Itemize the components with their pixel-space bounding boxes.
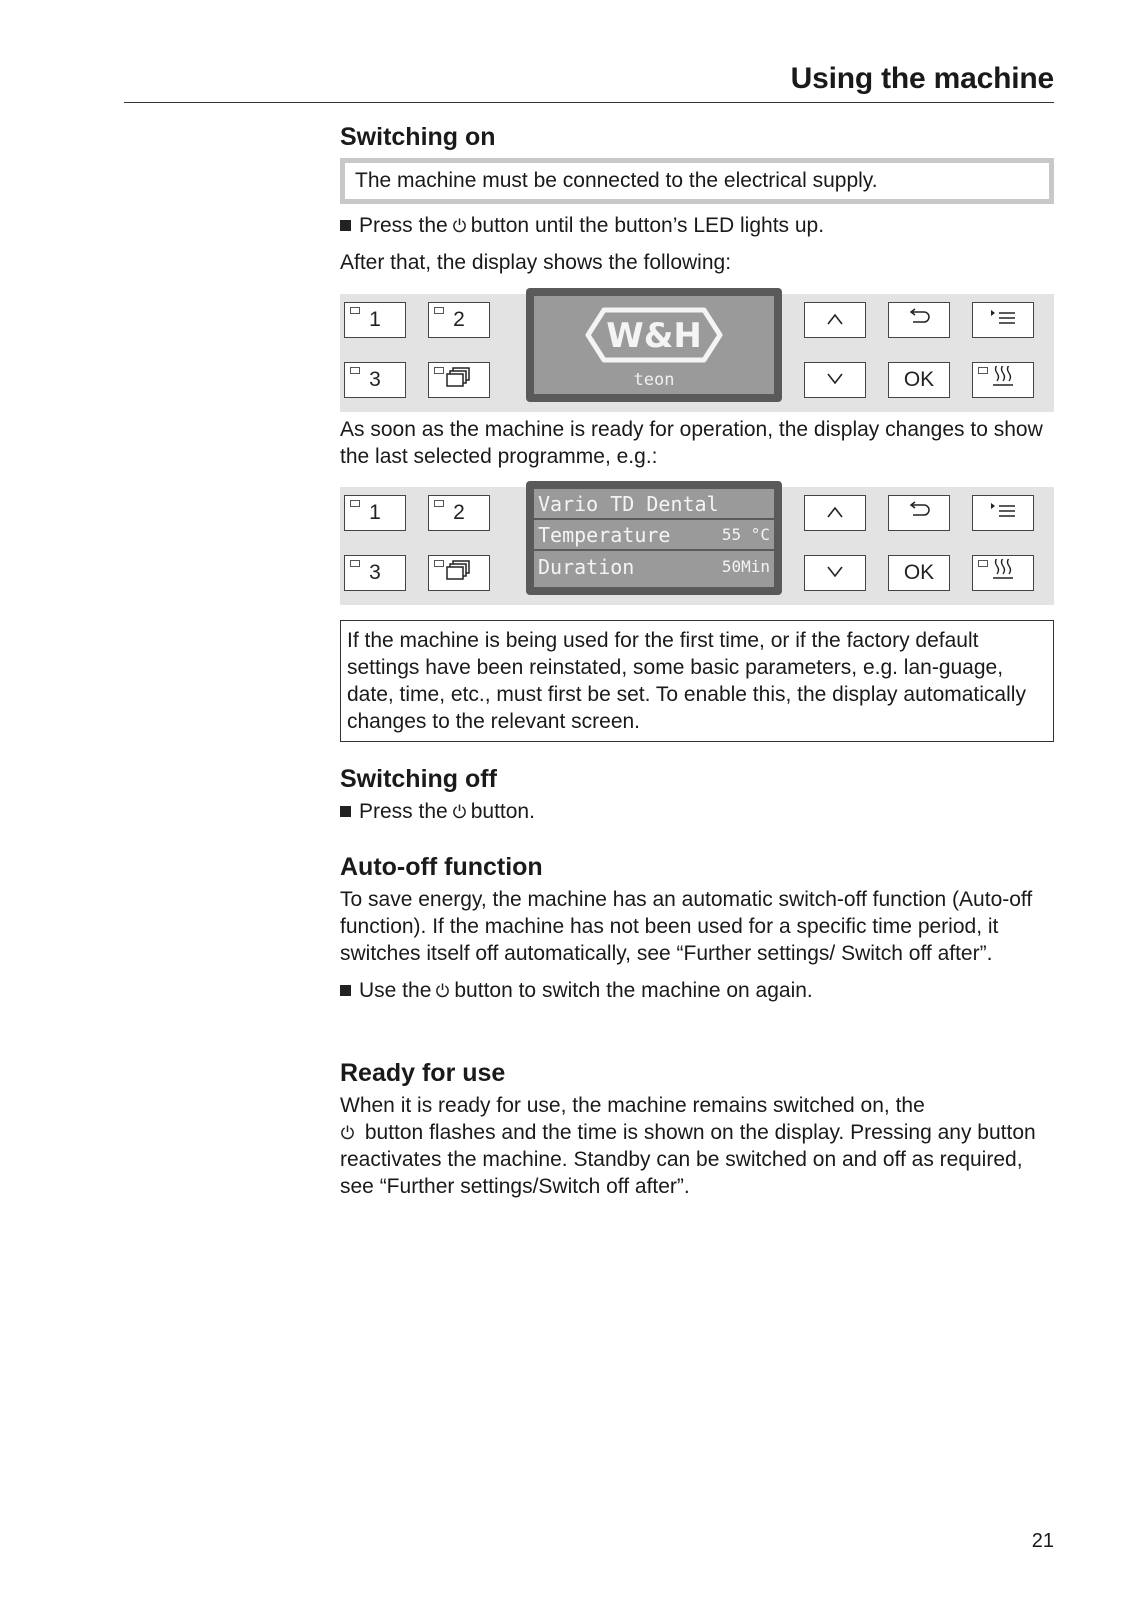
key-drying[interactable] — [972, 555, 1034, 591]
led-indicator — [434, 367, 444, 374]
led-indicator — [434, 307, 444, 314]
wh-logo — [584, 302, 724, 368]
logo-subtitle: teon — [633, 370, 675, 390]
temperature-row: Temperature 55 °C — [534, 520, 774, 551]
power-icon — [340, 1125, 355, 1140]
supply-notice: The machine must be connected to the electrical supply. — [340, 158, 1054, 204]
bullet-square — [340, 985, 351, 996]
up-caret-icon — [825, 501, 845, 525]
heading-switching-off: Switching off — [340, 765, 497, 793]
key-menu[interactable] — [972, 495, 1034, 531]
led-indicator — [350, 307, 360, 314]
key-down[interactable] — [804, 362, 866, 398]
drying-heat-icon — [991, 559, 1015, 587]
section-switching-off — [340, 764, 1054, 825]
key-back[interactable] — [888, 302, 950, 338]
key-3[interactable]: 3 — [344, 362, 406, 398]
key-back[interactable] — [888, 495, 950, 531]
programme-name: Vario TD Dental — [534, 489, 774, 520]
section-ready-for-use — [340, 1058, 1054, 1200]
control-panel-programme — [340, 487, 1054, 605]
up-caret-icon — [825, 308, 845, 332]
power-icon — [452, 218, 467, 233]
ready-for-operation-text: As soon as the machine is ready for operation, the display changes to show the last selected programme, e.g.: — [340, 418, 1043, 468]
key-copy[interactable] — [428, 555, 490, 591]
down-caret-icon — [825, 561, 845, 585]
key-ok[interactable]: OK — [888, 555, 950, 591]
key-menu[interactable] — [972, 302, 1034, 338]
down-caret-icon — [825, 368, 845, 392]
drying-heat-icon — [991, 366, 1015, 394]
step-switch-on: Press the button until the button’s LED lights up. — [340, 212, 1054, 239]
heading-auto-off: Auto-off function — [340, 853, 543, 881]
section-switching-on — [340, 122, 1054, 276]
led-indicator — [434, 560, 444, 567]
display-screen — [526, 481, 782, 595]
copy-windows-icon — [445, 366, 473, 394]
after-text: After that, the display shows the following: — [340, 251, 732, 274]
led-indicator — [978, 560, 988, 567]
duration-row: Duration 50Min — [538, 554, 770, 579]
page-title: Using the machine — [790, 62, 1054, 95]
led-indicator — [350, 500, 360, 507]
key-up[interactable] — [804, 495, 866, 531]
svg-text:W&H: W&H — [606, 316, 702, 356]
auto-off-text: To save energy, the machine has an automatic switch-off function (Auto-off function). If the machine has not been used for a specific time period, it switches itself off automatically, see “Further settings/ Switch off after”. — [340, 888, 1033, 965]
led-indicator — [350, 367, 360, 374]
page-number: 21 — [1031, 1530, 1054, 1552]
key-3[interactable]: 3 — [344, 555, 406, 591]
key-1[interactable]: 1 — [344, 302, 406, 338]
back-arrow-icon — [907, 308, 931, 332]
key-1[interactable]: 1 — [344, 495, 406, 531]
key-2[interactable]: 2 — [428, 302, 490, 338]
power-icon — [435, 983, 450, 998]
led-indicator — [434, 500, 444, 507]
step-switch-off: Press the button. — [340, 798, 1054, 825]
key-copy[interactable] — [428, 362, 490, 398]
control-panel-startup — [340, 294, 1054, 412]
heading-ready-for-use: Ready for use — [340, 1059, 506, 1087]
key-up[interactable] — [804, 302, 866, 338]
key-down[interactable] — [804, 555, 866, 591]
back-arrow-icon — [907, 501, 931, 525]
led-indicator — [978, 367, 988, 374]
page-header — [124, 58, 1054, 103]
bullet-square — [340, 220, 351, 231]
ready-for-use-text: When it is ready for use, the machine remains switched on, the button flashes and the time is shown on the display. Pressing any button reactivates the machine. Standby can be switched on and off as required, see “Further settings/Switch off after”. — [340, 1094, 1036, 1198]
menu-list-icon — [989, 308, 1017, 332]
led-indicator — [350, 560, 360, 567]
heading-switching-on: Switching on — [340, 123, 496, 151]
key-drying[interactable] — [972, 362, 1034, 398]
menu-list-icon — [989, 501, 1017, 525]
step-switch-on-again: Use the button to switch the machine on again. — [340, 977, 1054, 1004]
first-time-note: If the machine is being used for the first time, or if the factory default settings have been reinstated, some basic parameters, e.g. lan-guage, date, time, etc., must first be set. To enable this, the display automatically changes to the relevant screen. — [340, 620, 1054, 742]
bullet-square — [340, 806, 351, 817]
copy-windows-icon — [445, 559, 473, 587]
display-screen — [526, 288, 782, 402]
section-auto-off — [340, 852, 1054, 1004]
power-icon — [452, 804, 467, 819]
key-ok[interactable]: OK — [888, 362, 950, 398]
key-2[interactable]: 2 — [428, 495, 490, 531]
